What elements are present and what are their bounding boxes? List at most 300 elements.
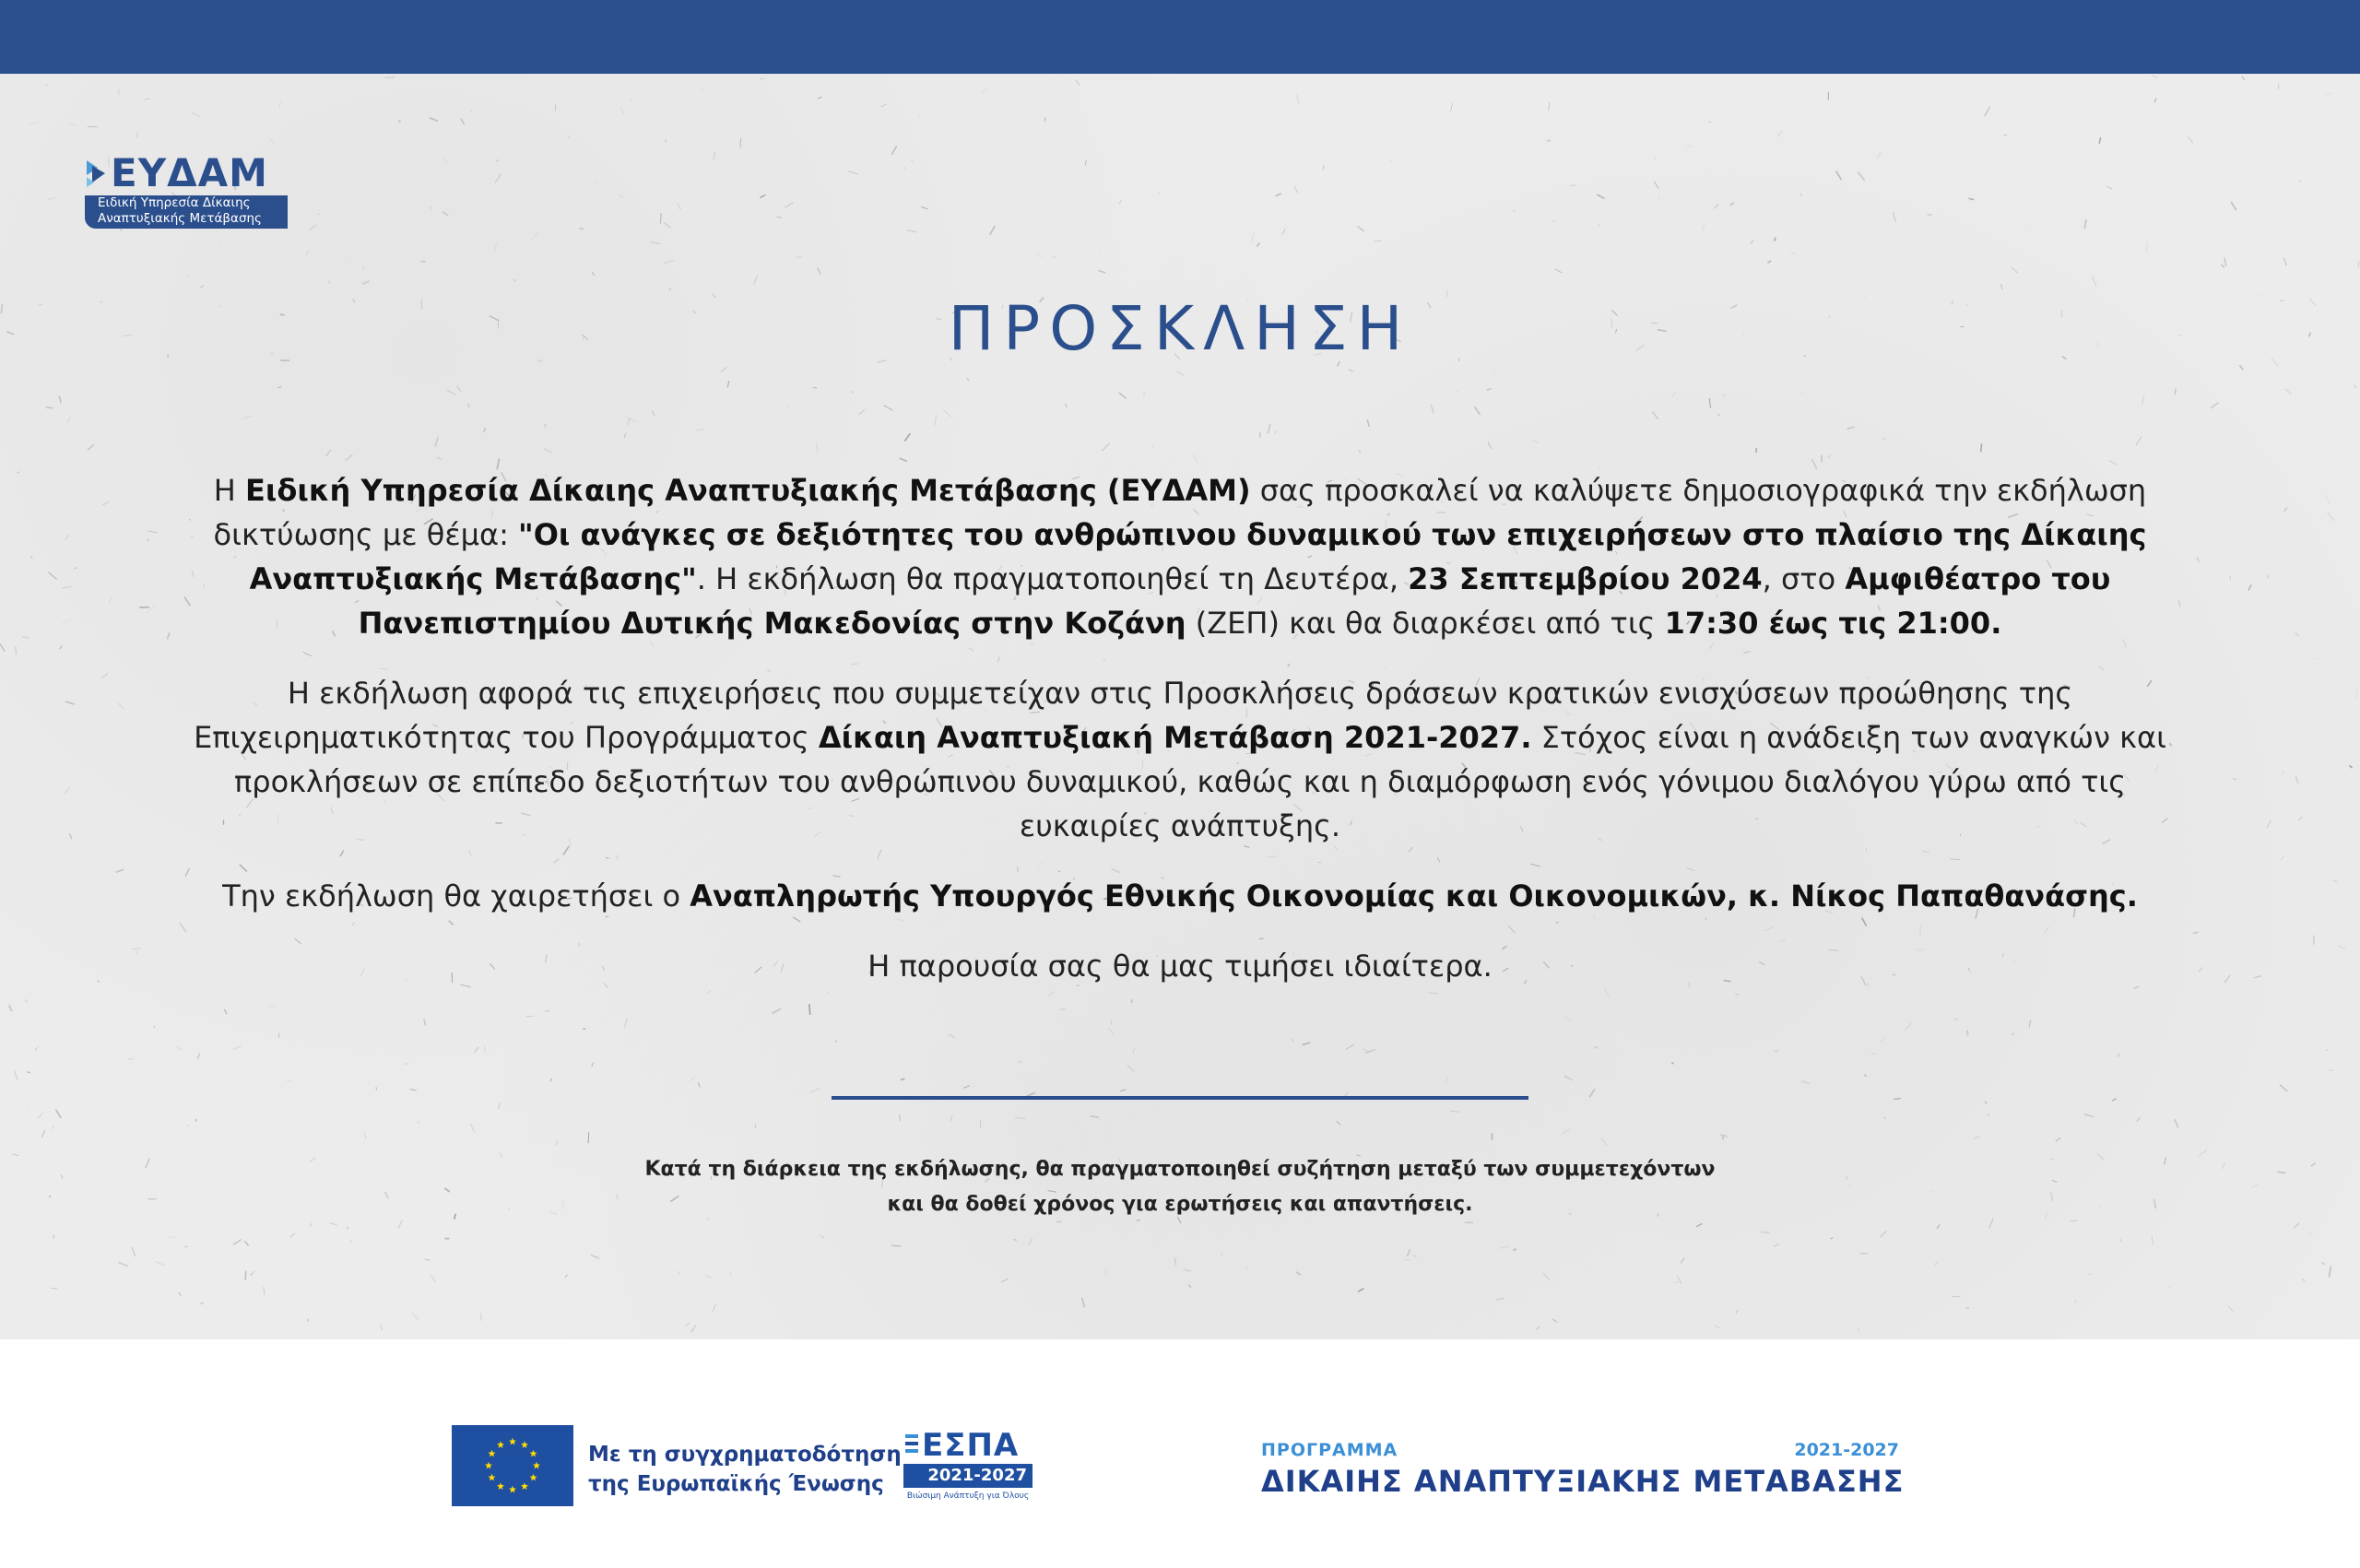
paper-speck — [796, 257, 802, 258]
p1-text-2: σας προσκαλεί να καλύψετε δημοσιογραφικά την εκδήλωση δικτύωσης με θέμα: — [213, 473, 2147, 552]
paragraph-closing: Η παρουσία σας θα μας τιμήσει ιδιαίτερα. — [867, 949, 1493, 984]
paper-speck — [891, 1245, 902, 1246]
paper-speck — [499, 1102, 501, 1109]
paper-speck — [1858, 171, 1864, 180]
paper-speck — [859, 410, 865, 415]
paper-speck — [2221, 265, 2224, 267]
paper-speck — [1555, 269, 1563, 273]
paper-speck — [1133, 1047, 1135, 1054]
note-line-2: και θα δοθεί χρόνος για ερωτήσεις και απαντήσεις. — [887, 1193, 1473, 1216]
espa-years: 2021-2027 — [903, 1464, 1032, 1488]
paper-speck — [1514, 1249, 1516, 1251]
paper-speck — [1194, 454, 1198, 463]
paper-speck — [1801, 1081, 1810, 1084]
paper-speck — [184, 1246, 188, 1248]
paper-speck — [810, 1089, 820, 1092]
paper-speck — [48, 197, 56, 200]
paper-speck — [1389, 160, 1393, 163]
paper-speck — [943, 409, 951, 417]
paper-speck — [2284, 508, 2287, 512]
paper-speck — [1104, 1270, 1105, 1274]
paper-speck — [2175, 388, 2176, 395]
p1-text-3: . Η εκδήλωση θα πραγματοποιηθεί τη Δευτέρα, — [696, 561, 1409, 596]
paper-speck — [2302, 1279, 2305, 1281]
paper-speck — [1431, 405, 1434, 413]
paper-speck — [1880, 1037, 1885, 1042]
p1-event-theme: "Οι ανάγκες σε δεξιότητες του ανθρώπινου δυναμικού των επιχειρήσεων στο πλαίσιο της Δίκαιης Αναπτυξιακής Μετάβασης" — [249, 517, 2147, 596]
paper-speck — [592, 1063, 594, 1067]
paper-speck — [650, 242, 660, 243]
paper-speck — [588, 1132, 589, 1143]
p3-text-1: Την εκδήλωση θα χαιρετήσει ο — [222, 878, 690, 914]
paper-speck — [425, 1259, 431, 1260]
paper-speck — [1496, 1298, 1504, 1300]
paper-speck — [179, 1292, 181, 1296]
paper-speck — [1488, 442, 1492, 448]
paper-speck — [1363, 1048, 1370, 1053]
paper-speck — [1974, 1137, 1979, 1139]
paper-speck — [193, 112, 201, 117]
paper-speck — [2056, 1138, 2061, 1141]
paper-speck — [1702, 224, 1705, 231]
paper-speck — [1015, 1117, 1026, 1118]
p1-event-time: 17:30 έως τις 21:00. — [1664, 606, 2002, 641]
paper-speck — [755, 1124, 756, 1128]
paper-speck — [1800, 194, 1802, 196]
paper-speck — [62, 587, 73, 588]
paper-speck — [27, 1072, 30, 1073]
paper-speck — [1118, 200, 1121, 204]
paper-speck — [2084, 1114, 2094, 1117]
paper-speck — [471, 111, 472, 112]
paper-speck — [132, 1247, 136, 1256]
paper-speck — [850, 391, 854, 393]
paper-speck — [691, 1326, 696, 1333]
paper-speck — [702, 88, 703, 91]
paper-speck — [1014, 1239, 1017, 1241]
paper-speck — [721, 368, 726, 372]
paper-speck — [116, 869, 124, 872]
paper-speck — [818, 97, 821, 99]
paper-speck — [685, 1323, 690, 1326]
paper-speck — [311, 1223, 312, 1226]
paper-speck — [484, 428, 486, 432]
paper-speck — [591, 1255, 599, 1258]
paper-speck — [777, 217, 782, 218]
paper-speck — [1836, 171, 1842, 180]
paper-speck — [22, 637, 30, 638]
paper-speck — [967, 378, 970, 382]
paper-speck — [660, 213, 661, 223]
paper-speck — [935, 416, 937, 427]
paper-speck — [2322, 1263, 2325, 1265]
paper-speck — [1565, 1018, 1574, 1021]
paper-speck — [565, 1275, 568, 1278]
paper-speck — [420, 261, 425, 262]
paper-speck — [1257, 243, 1259, 247]
paper-speck — [233, 1240, 242, 1245]
program-years: 2021-2027 — [1794, 1440, 1899, 1460]
paper-speck — [1709, 122, 1711, 124]
espa-wordmark: ΕΣΠΑ — [922, 1427, 1020, 1464]
paper-speck — [820, 1236, 825, 1239]
paper-speck — [2175, 1119, 2178, 1127]
paper-speck — [46, 84, 48, 86]
paper-speck — [497, 160, 500, 161]
paper-speck — [200, 1303, 203, 1304]
paper-speck — [494, 243, 497, 252]
paper-speck — [70, 124, 77, 126]
eu-text-line-2: της Ευρωπαϊκής Ένωσης — [588, 1472, 884, 1496]
paper-speck — [1564, 1076, 1573, 1079]
paper-speck — [1715, 1326, 1721, 1328]
paper-speck — [1275, 430, 1276, 434]
paper-speck — [963, 1086, 970, 1089]
paper-speck — [175, 1047, 183, 1050]
paper-speck — [52, 1126, 55, 1128]
paper-speck — [1658, 196, 1659, 201]
paper-speck — [1654, 157, 1656, 159]
paper-speck — [2168, 1286, 2170, 1288]
paper-speck — [1761, 1232, 1769, 1233]
paper-speck — [1552, 221, 1556, 222]
page-title: ΠΡΟΣΚΛΗΣΗ — [948, 293, 1412, 364]
discussion-note — [0, 1152, 2360, 1222]
paper-speck — [308, 1319, 309, 1322]
paper-speck — [785, 203, 794, 208]
paper-speck — [65, 787, 69, 795]
paper-speck — [75, 568, 77, 569]
paper-speck — [904, 433, 910, 441]
paper-speck — [1246, 1267, 1247, 1270]
p1-event-date: 23 Σεπτεμβρίου 2024 — [1408, 561, 1763, 596]
p1-organizer: Ειδική Υπηρεσία Δίκαιης Αναπτυξιακής Μετάβασης (ΕΥΔΑΜ) — [245, 473, 1251, 508]
paper-speck — [2295, 776, 2298, 784]
paper-speck — [2329, 1070, 2334, 1071]
paper-speck — [1730, 203, 1734, 206]
paper-speck — [624, 433, 626, 439]
paper-speck — [1493, 368, 1497, 376]
paper-speck — [1865, 1075, 1867, 1077]
paper-speck — [330, 1223, 337, 1225]
paper-speck — [2211, 403, 2219, 408]
paper-speck — [1346, 1044, 1354, 1049]
eydam-arrow-mark-icon — [85, 159, 109, 188]
eydam-logo — [85, 150, 297, 229]
paper-speck — [1905, 1023, 1911, 1030]
paper-speck — [2326, 93, 2331, 95]
paper-speck — [1358, 1289, 1363, 1292]
paper-speck — [1044, 117, 1045, 122]
paper-speck — [1407, 1249, 1410, 1256]
paper-speck — [689, 1078, 695, 1081]
paper-speck — [1677, 1276, 1682, 1284]
paper-speck — [2328, 513, 2334, 521]
paper-speck — [1296, 1272, 1301, 1275]
paper-speck — [2142, 395, 2144, 406]
paper-speck — [1450, 103, 1452, 112]
paper-speck — [2099, 137, 2101, 144]
paper-speck — [118, 1262, 128, 1266]
paper-speck — [713, 1304, 715, 1312]
paper-speck — [431, 1274, 436, 1282]
paper-speck — [912, 160, 914, 162]
paper-speck — [1802, 393, 1804, 394]
paper-speck — [835, 1041, 837, 1043]
paper-speck — [1099, 270, 1106, 273]
paper-speck — [242, 416, 252, 419]
paper-speck — [652, 411, 655, 417]
paper-speck — [1927, 214, 1931, 215]
paper-speck — [430, 118, 438, 121]
paper-speck — [2285, 389, 2292, 395]
p1-event-venue: Αμφιθέατρο του Πανεπιστημίου Δυτικής Μακεδονίας στην Κοζάνη — [358, 561, 2111, 641]
paper-speck — [1778, 131, 1783, 136]
paper-speck — [442, 157, 447, 162]
note-line-1: Κατά τη διάρκεια της εκδήλωσης, θα πραγματοποιηθεί συζήτηση μεταξύ των συμμετεχόντων — [644, 1158, 1716, 1181]
paper-speck — [2267, 820, 2272, 828]
p2-text-1: Η εκδήλωση αφορά τις επιχειρήσεις που συμμετείχαν στις Προσκλήσεις δράσεων κρατικών ενισχύσεων προώθησης της Επιχειρηματικότητας του Προγράμματος — [194, 676, 2073, 755]
paper-speck — [2193, 932, 2199, 933]
paper-speck — [921, 206, 928, 208]
paper-speck — [848, 171, 857, 174]
paper-speck — [1303, 1043, 1311, 1044]
paper-speck — [2084, 219, 2086, 229]
paper-speck — [1597, 195, 1604, 199]
paper-speck — [306, 251, 309, 255]
paper-speck — [2248, 584, 2251, 590]
paper-speck — [624, 1019, 627, 1029]
paper-speck — [1367, 419, 1369, 427]
paper-speck — [461, 119, 465, 124]
paper-speck — [1812, 459, 1817, 469]
paper-speck — [65, 535, 70, 540]
paper-speck — [1221, 1253, 1222, 1256]
paper-speck — [1349, 370, 1353, 371]
paper-speck — [60, 645, 63, 649]
paper-speck — [678, 203, 680, 209]
paper-speck — [2298, 817, 2302, 820]
paper-speck — [2333, 880, 2338, 882]
paper-speck — [550, 1079, 551, 1081]
paper-speck — [2355, 690, 2357, 699]
paper-speck — [1474, 407, 1480, 415]
p1-text-4: , στο — [1762, 561, 1846, 596]
paper-speck — [317, 214, 320, 215]
paper-speck — [1537, 1326, 1540, 1330]
paper-speck — [59, 396, 61, 404]
p1-text-5: (ΖΕΠ) και θα διαρκέσει από τις — [1186, 606, 1665, 641]
paper-speck — [2146, 242, 2147, 252]
paper-speck — [437, 457, 442, 460]
paper-speck — [1720, 1135, 1728, 1137]
paper-speck — [62, 619, 70, 623]
paper-speck — [1881, 1231, 1886, 1237]
paper-speck — [16, 646, 17, 654]
paper-speck — [596, 182, 597, 183]
paper-speck — [2224, 975, 2230, 983]
paper-speck — [1175, 1258, 1176, 1266]
paper-speck — [1358, 226, 1364, 231]
paper-speck — [2012, 267, 2018, 273]
paper-speck — [2242, 77, 2245, 80]
paper-speck — [1037, 253, 1043, 258]
paper-speck — [1002, 1279, 1009, 1282]
paper-speck — [2283, 258, 2286, 265]
paper-speck — [1543, 1273, 1551, 1281]
paper-speck — [1937, 1224, 1940, 1229]
paper-speck — [1119, 393, 1127, 398]
paper-speck — [277, 386, 281, 388]
paper-speck — [2314, 658, 2316, 659]
paper-speck — [376, 1087, 377, 1090]
paper-speck — [118, 703, 124, 709]
paper-speck — [1954, 1019, 1959, 1020]
paper-speck — [41, 1130, 45, 1138]
paper-speck — [363, 266, 364, 269]
paper-speck — [1374, 241, 1382, 242]
paper-speck — [1774, 1050, 1778, 1052]
paper-speck — [364, 1132, 367, 1138]
paper-speck — [326, 450, 331, 456]
paper-speck — [30, 123, 39, 125]
paper-speck — [982, 88, 988, 92]
eu-cofunding-text — [588, 1440, 902, 1499]
paper-speck — [25, 999, 28, 1003]
paper-speck — [907, 230, 917, 232]
paper-speck — [950, 1116, 952, 1122]
paper-speck — [1500, 1246, 1510, 1249]
paper-speck — [1028, 1239, 1032, 1245]
paper-speck — [109, 595, 112, 603]
paper-speck — [1595, 1047, 1599, 1049]
paper-speck — [2023, 231, 2026, 232]
invitation-body — [175, 468, 2185, 1014]
paper-speck — [38, 1113, 43, 1119]
paper-speck — [627, 419, 630, 425]
paper-speck — [1988, 1114, 1990, 1115]
paper-speck — [435, 437, 438, 447]
paper-speck — [1053, 256, 1056, 258]
paper-speck — [2339, 946, 2346, 949]
paper-speck — [144, 99, 149, 100]
paper-speck — [442, 212, 448, 216]
paper-speck — [348, 260, 349, 262]
paper-speck — [1090, 1116, 1099, 1117]
paper-speck — [1066, 404, 1068, 408]
paper-speck — [53, 1235, 54, 1239]
paper-speck — [705, 1275, 712, 1279]
paper-speck — [471, 1124, 475, 1133]
paper-speck — [1969, 198, 1975, 200]
paper-speck — [1966, 1307, 1970, 1308]
paper-speck — [526, 1016, 534, 1017]
program-name: ΔΙΚΑΙΗΣ ΑΝΑΠΤΥΞΙΑΚΗΣ ΜΕΤΑΒΑΣΗΣ — [1261, 1464, 1905, 1499]
paper-speck — [818, 267, 821, 275]
paper-speck — [2107, 186, 2113, 189]
paper-speck — [1099, 250, 1100, 253]
paper-speck — [2152, 75, 2158, 78]
paper-speck — [730, 1273, 731, 1277]
paper-speck — [1282, 229, 1286, 235]
paper-speck — [544, 449, 552, 453]
paper-speck — [2294, 1223, 2299, 1228]
paper-speck — [279, 100, 280, 109]
paper-speck — [0, 644, 5, 652]
paper-speck — [1403, 1259, 1411, 1261]
paper-speck — [2240, 365, 2244, 370]
paper-speck — [1019, 1062, 1022, 1063]
paper-speck — [244, 1241, 248, 1245]
paper-speck — [5, 195, 12, 196]
paper-speck — [1450, 1111, 1460, 1112]
paper-speck — [2001, 284, 2003, 289]
paper-speck — [1774, 1244, 1779, 1246]
paper-speck — [880, 104, 887, 107]
paper-speck — [65, 701, 75, 704]
p3-minister: Αναπληρωτής Υπουργός Εθνικής Οικονομίας και Οικονομικών, κ. Νίκος Παπαθανάσης. — [690, 878, 2138, 914]
paper-speck — [346, 454, 353, 460]
paper-speck — [2197, 557, 2200, 562]
paper-speck — [2254, 976, 2261, 978]
paper-speck — [740, 138, 741, 148]
paper-speck — [269, 137, 275, 146]
paper-speck — [579, 229, 584, 230]
paper-speck — [532, 231, 538, 240]
paper-speck — [2092, 277, 2096, 287]
paper-speck — [760, 195, 765, 197]
p2-program-name: Δίκαιη Αναπτυξιακή Μετάβαση 2021-2027. — [818, 720, 1532, 755]
paper-speck — [884, 406, 893, 411]
espa-arrow-marks — [905, 1432, 920, 1456]
paper-speck — [1085, 160, 1087, 166]
paper-speck — [1082, 1298, 1085, 1308]
paper-speck — [2189, 137, 2193, 143]
paper-speck — [900, 458, 908, 461]
paper-speck — [1768, 261, 1772, 263]
program-logo — [1261, 1440, 1906, 1504]
paper-speck — [102, 501, 109, 505]
paper-speck — [1985, 107, 1990, 116]
paper-speck — [2231, 202, 2236, 210]
paper-speck — [557, 1139, 558, 1145]
paper-speck — [418, 1122, 419, 1124]
paper-speck — [2326, 495, 2330, 505]
paper-speck — [1722, 395, 1725, 396]
paper-speck — [468, 404, 469, 408]
paper-speck — [621, 108, 625, 115]
paper-speck — [189, 275, 190, 277]
paper-speck — [2136, 437, 2142, 445]
paper-speck — [15, 1070, 18, 1079]
paper-speck — [1323, 165, 1324, 170]
paper-speck — [233, 1046, 242, 1050]
paper-speck — [1275, 194, 1281, 196]
paper-speck — [2309, 1232, 2311, 1235]
paper-speck — [495, 174, 502, 183]
paper-speck — [188, 1125, 190, 1126]
paper-speck — [1935, 1261, 1938, 1265]
paper-speck — [1893, 212, 1895, 222]
paper-speck — [290, 1233, 295, 1238]
paper-speck — [2228, 1306, 2233, 1312]
paper-speck — [55, 1110, 61, 1118]
paper-speck — [67, 418, 71, 422]
paper-speck — [329, 280, 330, 283]
paper-speck — [569, 136, 570, 138]
paper-speck — [1589, 1090, 1595, 1098]
top-color-bar — [0, 0, 2360, 74]
